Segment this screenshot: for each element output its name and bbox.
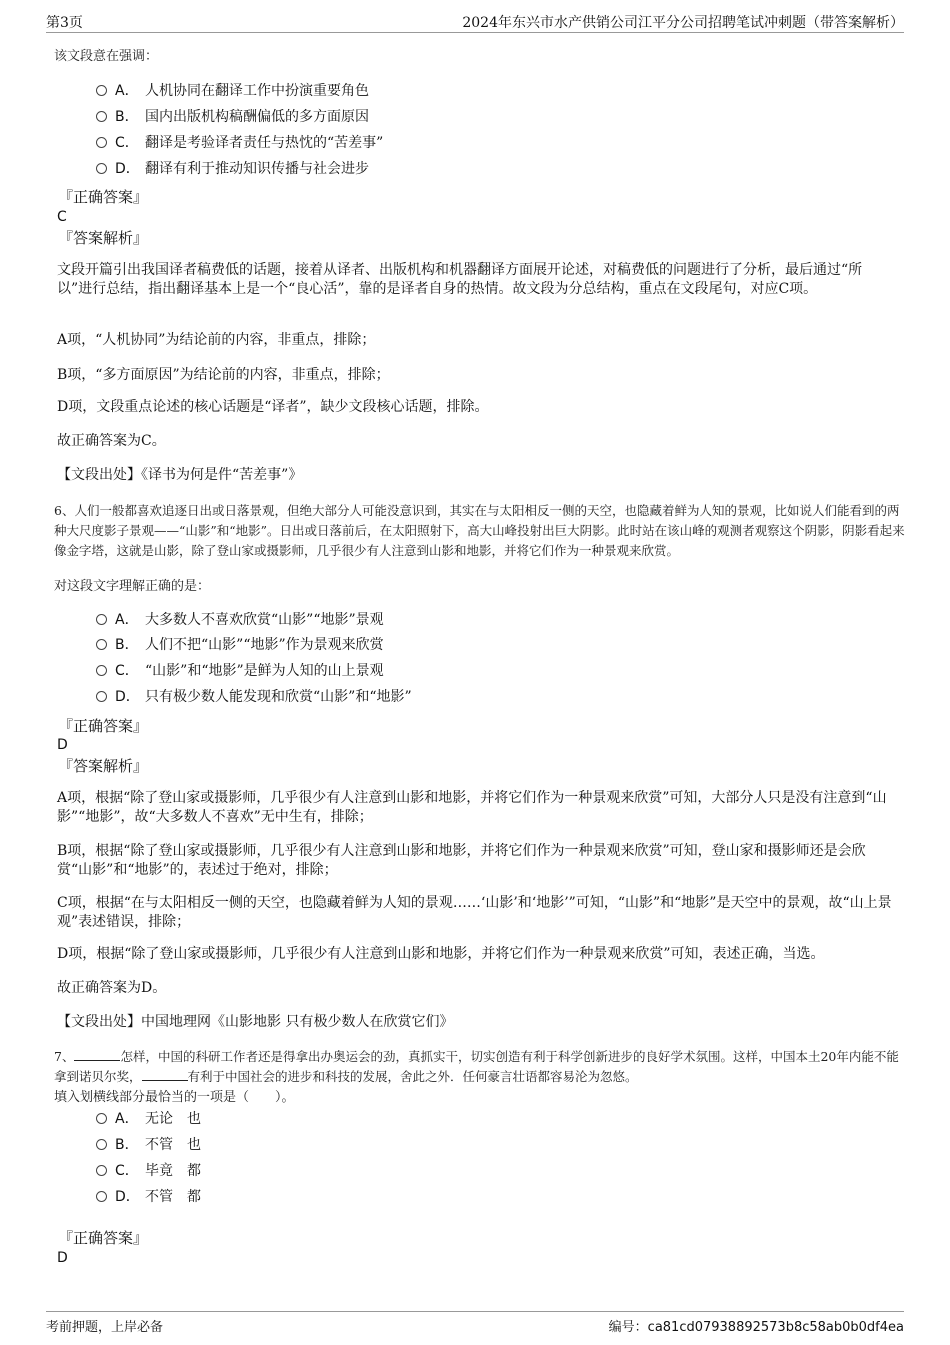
q5-question: 该文段意在强调： xyxy=(54,49,159,64)
q6-option-d[interactable]: D． 只有极少数人能发现和欣赏“山影”和“地影” xyxy=(96,686,412,708)
q5-option-c[interactable]: C． 翻译是考验译者责任与热忱的“苦差事” xyxy=(96,132,383,154)
blank-2 xyxy=(142,1068,188,1081)
q6-analysis-b: B项，根据“除了登山家或摄影师，几乎很少有人注意到山影和地影，并将它们作为一种景观来欣赏”可知，登山家和摄影师还是会欣赏“山影”和“地影”的，表述过于绝对，排除； xyxy=(57,843,866,878)
page-header xyxy=(46,10,904,33)
radio-icon[interactable] xyxy=(96,614,107,625)
q6-analysis-a: A项，根据“除了登山家或摄影师，几乎很少有人注意到山影和地影，并将它们作为一种景观来欣赏”可知，大部分人只是没有注意到“山影”“地影”，故“大多数人不喜欢”无中生有，排除； xyxy=(57,790,887,825)
q7-option-c[interactable]: C． 毕竟 都 xyxy=(96,1160,201,1182)
q6-answer-label: 『正确答案』 xyxy=(58,717,149,735)
q5-option-a[interactable]: A． 人机协同在翻译工作中扮演重要角色 xyxy=(96,80,369,102)
q5-analysis-d: D项，文段重点论述的核心话题是“译者”，缺少文段核心话题，排除。 xyxy=(57,399,489,415)
q7-answer-label: 『正确答案』 xyxy=(58,1229,149,1247)
q7-option-b[interactable]: B． 不管 也 xyxy=(96,1134,201,1156)
q6-analysis-c: C项，根据“在与太阳相反一侧的天空，也隐藏着鲜为人知的景观……‘山影’和‘地影’”可知，“山影”和“地影”是天空中的景观，故“山上景观”表述错误，排除； xyxy=(57,895,892,930)
radio-icon[interactable] xyxy=(96,1113,107,1124)
document-title: 2024年东兴市水产供销公司江平分公司招聘笔试冲刺题（带答案解析） xyxy=(462,15,904,31)
q5-analysis-b: B项，“多方面原因”为结论前的内容，非重点，排除； xyxy=(57,367,390,383)
q5-answer-label: 『正确答案』 xyxy=(58,188,149,206)
page-number: 第3页 xyxy=(46,15,83,31)
radio-icon[interactable] xyxy=(96,163,107,174)
radio-icon[interactable] xyxy=(96,137,107,148)
q7-question: 填入划横线部分最恰当的一项是（ ）。 xyxy=(54,1090,295,1105)
q6-option-c[interactable]: C． “山影”和“地影”是鲜为人知的山上景观 xyxy=(96,660,384,682)
q6-analysis-label: 『答案解析』 xyxy=(58,757,149,775)
q7-option-a[interactable]: A． 无论 也 xyxy=(96,1108,201,1130)
footer-code: 编号：ca81cd07938892573b8c58ab0b0df4ea xyxy=(608,1320,904,1335)
q5-conclusion: 故正确答案为C。 xyxy=(57,433,166,449)
q6-analysis-d: D项，根据“除了登山家或摄影师，几乎很少有人注意到山影和地影，并将它们作为一种景观来欣赏”可知，表述正确，当选。 xyxy=(57,946,825,962)
q5-analysis-label: 『答案解析』 xyxy=(58,229,149,247)
footer-slogan: 考前押题，上岸必备 xyxy=(46,1320,164,1335)
radio-icon[interactable] xyxy=(96,665,107,676)
q7-answer: D xyxy=(57,1250,68,1266)
q6-stem: 6、人们一般都喜欢追逐日出或日落景观，但绝大部分人可能没意识到，其实在与太阳相反一侧的天空，也隐藏着鲜为人知的景观，比如说人们能看到的两种大尺度影子景观——“山影”和“地影”。日出或日落前后，在太阳照射下，高大山峰投射出巨大阴影。此时站在该山峰的观测者观察这个阴影，阴影看起来像金字塔，这就是山影，除了登山家或摄影师，几乎很少有人注意到山影和地影，并将它们作为一种景观来欣赏。 xyxy=(54,503,905,558)
radio-icon[interactable] xyxy=(96,1191,107,1202)
q6-option-a[interactable]: A． 大多数人不喜欢欣赏“山影”“地影”景观 xyxy=(96,609,384,631)
radio-icon[interactable] xyxy=(96,1139,107,1150)
q6-question: 对这段文字理解正确的是： xyxy=(54,579,211,594)
q5-analysis-summary: 文段开篇引出我国译者稿费低的话题，接着从译者、出版机构和机器翻译方面展开论述，对稿费低的问题进行了分析，最后通过“所以”进行总结，指出翻译基本上是一个“良心活”，靠的是译者自身的热情。故文段为分总结构，重点在文段尾句，对应C项。 xyxy=(57,262,863,297)
q7-stem: 7、 怎样，中国的科研工作者还是得拿出办奥运会的劲，真抓实干，切实创造有利于科学创新进步的良好学术氛围。这样，中国本土20年内能不能拿到诺贝尔奖， 有利于中国社会的进步和科技的发展，舍此之外．任何豪言壮语都容易沦为忽悠。 xyxy=(54,1049,899,1084)
page-footer xyxy=(46,1311,904,1336)
radio-icon[interactable] xyxy=(96,85,107,96)
q5-analysis-a: A项，“人机协同”为结论前的内容，非重点，排除； xyxy=(57,332,376,348)
radio-icon[interactable] xyxy=(96,1165,107,1176)
q7-option-d[interactable]: D． 不管 都 xyxy=(96,1186,201,1208)
q5-option-d[interactable]: D． 翻译有利于推动知识传播与社会进步 xyxy=(96,158,369,180)
radio-icon[interactable] xyxy=(96,111,107,122)
radio-icon[interactable] xyxy=(96,639,107,650)
q6-answer: D xyxy=(57,737,68,753)
q6-option-b[interactable]: B． 人们不把“山影”“地影”作为景观来欣赏 xyxy=(96,634,384,656)
q5-answer: C xyxy=(57,209,67,225)
q6-conclusion: 故正确答案为D。 xyxy=(57,980,167,996)
blank-1 xyxy=(74,1048,120,1061)
radio-icon[interactable] xyxy=(96,691,107,702)
q6-source: 【文段出处】中国地理网《山影地影 只有极少数人在欣赏它们》 xyxy=(57,1014,454,1030)
q5-source: 【文段出处】《译书为何是件“苦差事”》 xyxy=(57,467,303,483)
q5-option-b[interactable]: B． 国内出版机构稿酬偏低的多方面原因 xyxy=(96,106,369,128)
